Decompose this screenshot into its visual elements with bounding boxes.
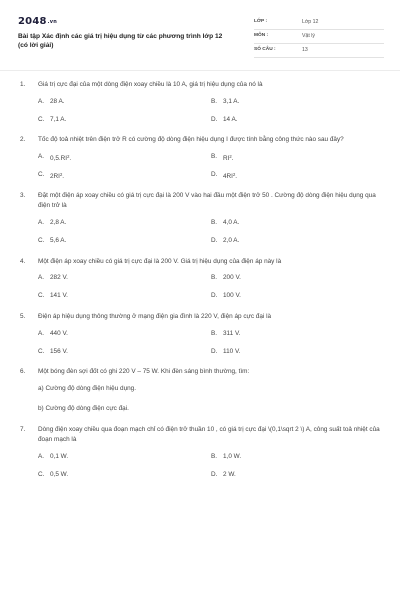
meta-class-value: Lớp 12 [302,19,319,25]
option-value: 2 W. [223,471,236,479]
option-text [223,470,236,480]
option-value: 141 V. [50,292,68,300]
question-item [20,191,386,247]
answer-option[interactable] [211,97,384,107]
option-letter: A. [38,453,45,461]
option-superscript: 2 [232,172,236,178]
option-value: 200 V. [223,274,241,282]
answer-options [38,273,386,301]
answer-option[interactable] [211,291,384,301]
option-value: 5,6 A. [50,237,67,245]
question-stem [20,191,386,213]
question-number: 7. [20,425,26,433]
question-stem [20,135,386,146]
answer-option[interactable] [38,291,211,301]
option-letter: A. [38,97,45,105]
header-divider [0,70,400,71]
meta-class-row [254,16,384,30]
option-text [50,273,68,283]
option-letter: C. [38,171,45,179]
option-letter: D. [211,171,218,179]
option-text [50,291,68,301]
question-number: 5. [20,312,26,320]
answer-option[interactable] [211,347,384,357]
option-value: RI [223,155,230,163]
option-letter: A. [38,219,45,227]
option-letter: A. [38,329,45,337]
answer-option[interactable] [211,170,384,180]
option-text [50,115,66,125]
answer-option[interactable] [38,97,211,107]
option-text [50,347,68,357]
meta-count-value: 13 [302,47,308,53]
question-text: Điện áp hiệu dụng thông thường ở mạng điện gia đình là 220 V, điện áp cực đại là [38,312,272,320]
question-text: Tốc độ toả nhiệt trên điện trở R có cường độ dòng điện hiệu dụng I được tính bằng công thức nào sau đây? [38,136,344,144]
option-value: 2,0 A. [223,237,240,245]
option-letter: D. [211,115,218,123]
question-text: Một điện áp xoay chiều có giá trị cực đại là 200 V. Giá trị hiệu dụng của điện áp này là [38,257,282,265]
option-value: 4RI [223,173,233,181]
option-value: 3,1 A. [223,97,240,105]
option-text [223,170,237,180]
option-value: 2RI [50,173,60,181]
option-value: 2,8 A. [50,219,67,227]
option-text [223,291,241,301]
option-letter: C. [38,115,45,123]
answer-options [38,97,386,125]
meta-subject-label: MÔN : [254,33,269,38]
question-item [20,367,386,414]
meta-count-row [254,44,384,58]
answer-option[interactable] [211,152,384,162]
answer-option[interactable] [38,329,211,339]
question-item [20,425,386,481]
question-item [20,135,386,180]
question-text: Đặt một điện áp xoay chiều có giá trị cực đại là 200 V vào hai đầu một điện trở 50 . Cường độ dòng điện hiệu dụng qua điện trở là [38,191,376,210]
sub-question: b) Cường độ dòng điện cực đại. [38,405,129,413]
question-text: Giá trị cực đại của một dòng điện xoay chiều là 10 A, giá trị hiệu dụng của nó là [38,81,263,88]
question-number: 1. [20,81,26,88]
option-value: 14 A. [223,115,238,123]
answer-option[interactable] [38,218,211,228]
option-letter: D. [211,347,218,355]
option-text [223,452,241,462]
option-text [50,452,68,462]
option-superscript: 2 [229,154,232,160]
answer-option[interactable] [38,273,211,283]
option-value: 282 V. [50,274,68,282]
answer-option[interactable] [38,347,211,357]
option-suffix: . [62,173,65,181]
question-number: 3. [20,191,26,199]
page-title: Bài tập Xác định các giá trị hiệu dụng từ các phương trình lớp 12 (có lời giải) [18,33,223,50]
option-suffix: . [235,173,238,181]
question-item [20,257,386,302]
option-value: 440 V. [50,329,68,337]
question-text: Dòng điện xoay chiều qua đoạn mạch chỉ có điện trở thuần 10 , có giá trị cực đại \(0,1\sqrt 2 \) A, công suất toả nhiệt của đoạn mạch là [38,425,380,444]
option-text [223,115,238,125]
question-stem [20,80,386,91]
answer-option[interactable] [38,152,211,162]
option-letter: D. [211,471,218,479]
meta-subject-value: Vật lý [302,33,315,39]
question-item [20,312,386,357]
question-stem [20,312,386,323]
option-letter: D. [211,237,218,245]
option-text [223,329,240,339]
option-value: 0,5 W. [50,471,69,479]
page-header [18,12,384,66]
answer-options [38,152,386,180]
option-text [50,170,64,180]
option-superscript: 2 [59,172,63,178]
option-superscript: 2 [67,154,70,160]
option-letter: B. [211,219,218,227]
question-number: 6. [20,368,26,376]
option-text [50,152,71,162]
question-stem [20,257,386,268]
answer-option[interactable] [211,470,384,480]
answer-options [38,218,386,246]
option-letter: B. [211,453,218,461]
answer-option[interactable] [38,470,211,480]
option-letter: A. [38,153,45,161]
option-text [50,218,66,228]
option-letter: C. [38,292,45,300]
option-value: 311 V. [223,329,241,337]
option-letter: C. [38,471,45,479]
option-value: 4,0 A. [223,219,240,227]
option-text [50,97,65,107]
option-text [50,236,66,246]
answer-option[interactable] [38,170,211,180]
option-text [50,329,68,339]
question-text: Một bóng đèn sợi đốt có ghi 220 V – 75 W. Khi đèn sáng bình thường, tìm: [38,368,250,376]
option-value: 110 V. [223,347,241,355]
answer-options [38,329,386,357]
answer-option[interactable] [38,115,211,125]
meta-class-label: LỚP : [254,19,268,24]
site-logo[interactable]: 2048.vn [18,16,57,27]
option-letter: B. [211,97,218,105]
meta-panel [254,16,384,58]
answer-option[interactable] [211,329,384,339]
option-suffix: . [231,155,234,163]
option-value: 28 A. [50,97,65,105]
question-list [20,80,386,491]
option-value: 0,1 W. [50,453,69,461]
option-text [223,152,234,162]
answer-option[interactable] [38,452,211,462]
option-letter: A. [38,274,45,282]
meta-count-label: SỐ CÂU : [254,47,276,52]
option-text [223,236,239,246]
option-text [50,470,68,480]
answer-option[interactable] [38,236,211,246]
answer-option[interactable] [211,218,384,228]
option-suffix: . [69,155,72,163]
option-value: 7,1 A. [50,115,67,123]
option-letter: C. [38,237,45,245]
answer-option[interactable] [211,273,384,283]
option-letter: B. [211,153,218,161]
meta-subject-row [254,30,384,44]
option-value: 1,0 W. [223,453,242,461]
option-letter: C. [38,347,45,355]
option-value: 156 V. [50,347,68,355]
option-letter: D. [211,292,218,300]
option-letter: B. [211,329,218,337]
answer-options [38,452,386,480]
question-item [20,80,386,125]
option-text [223,97,239,107]
option-letter: B. [211,274,218,282]
option-text [223,218,239,228]
option-text [223,347,240,357]
question-stem [20,425,386,447]
answer-option[interactable] [211,452,384,462]
question-number: 4. [20,257,26,265]
answer-option[interactable] [211,236,384,246]
answer-option[interactable] [211,115,384,125]
question-stem [20,367,386,378]
option-value: 0,5.RI [50,155,68,163]
question-number: 2. [20,136,26,144]
option-text [223,273,241,283]
option-value: 100 V. [223,292,241,300]
sub-question: a) Cường độ dòng điện hiệu dụng. [38,385,137,393]
